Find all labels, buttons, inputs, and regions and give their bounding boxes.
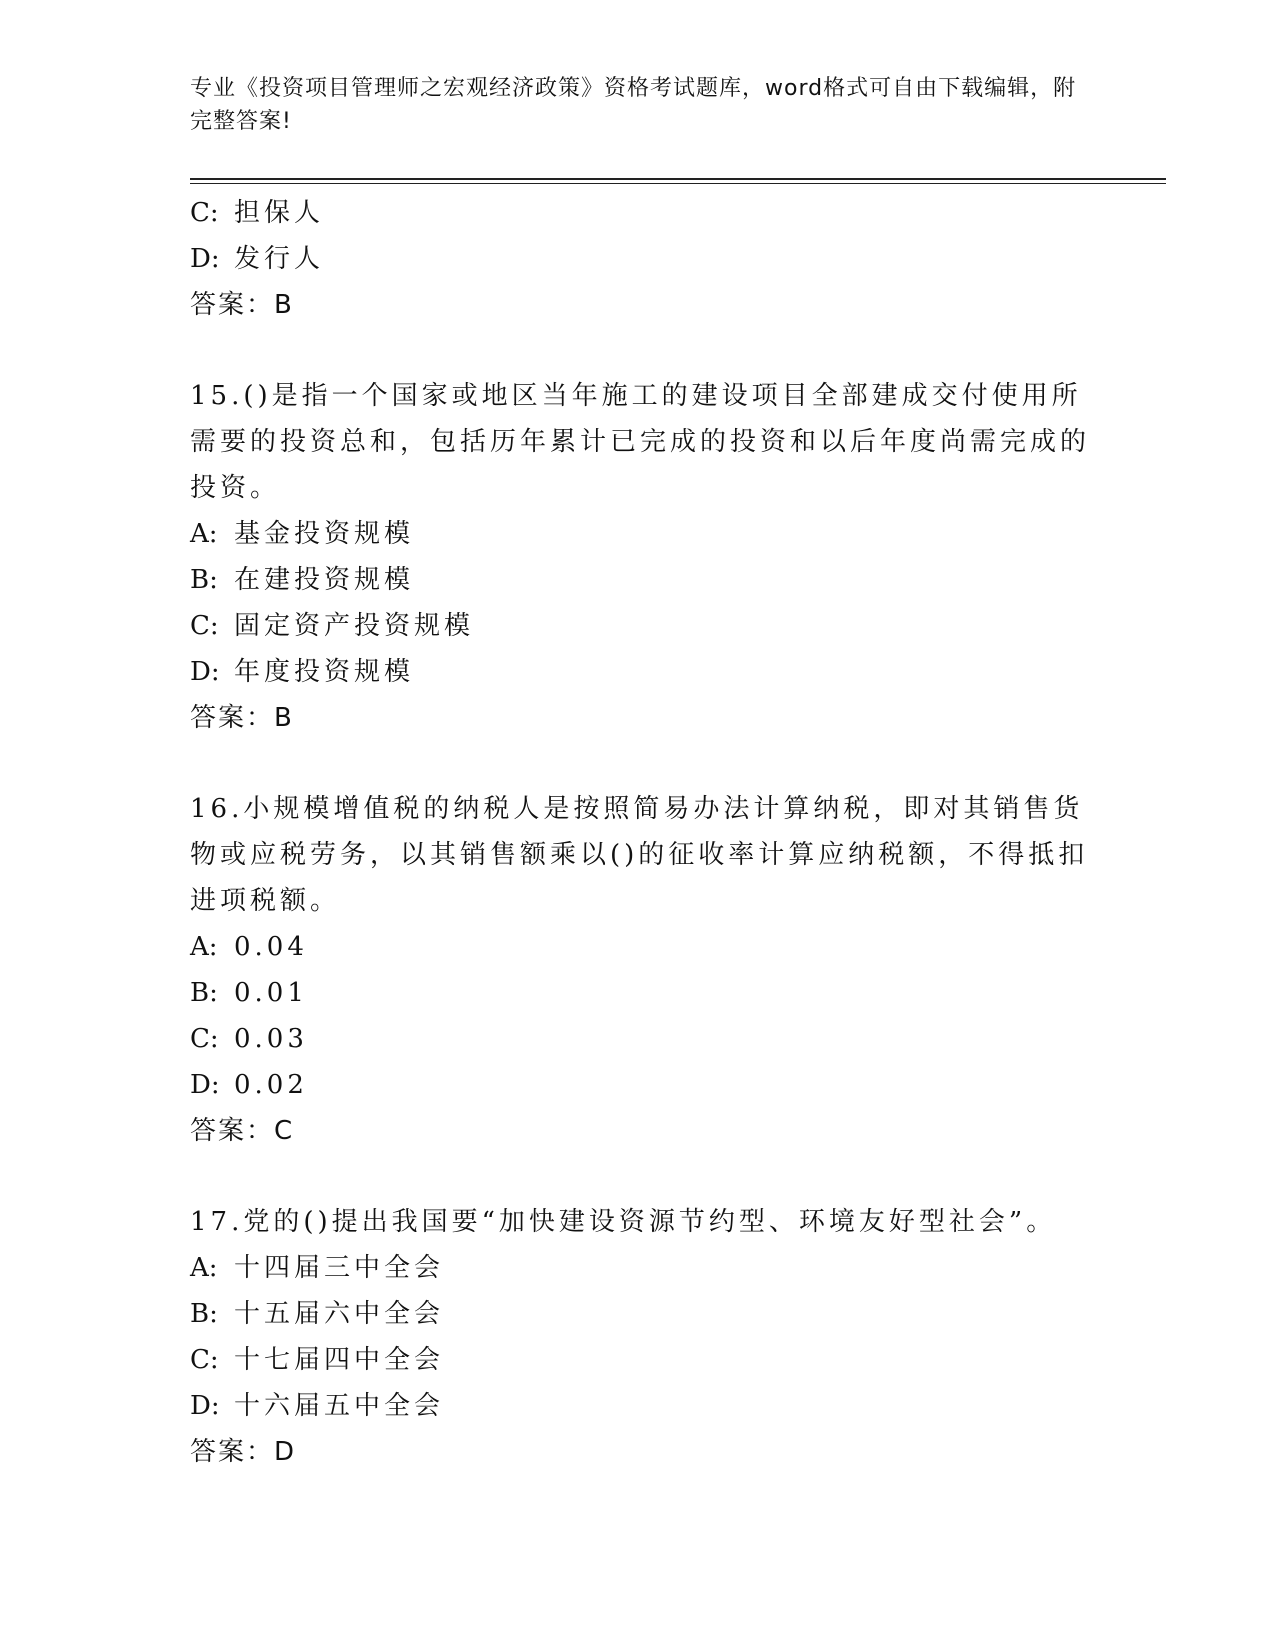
- option-c: [190, 190, 1090, 236]
- question-stem: 17.党的()提出我国要“加快建设资源节约型、环境友好型社会”。: [190, 1207, 1057, 1237]
- option-d: [190, 1062, 1090, 1108]
- document-header: 专业《投资项目管理师之宏观经济政策》资格考试题库，word格式可自由下载编辑，附完整答案!: [190, 76, 1077, 134]
- option-b: [190, 970, 1090, 1016]
- prev-question-block: [190, 190, 1090, 328]
- question-stem: 15.()是指一个国家或地区当年施工的建设项目全部建成交付使用所需要的投资总和，包括历年累计已完成的投资和以后年度尚需完成的投资。: [190, 381, 1091, 503]
- option-d: [190, 236, 1090, 282]
- option-label: A:: [190, 519, 218, 549]
- option-text: 十六届五中全会: [234, 1391, 445, 1421]
- option-b: [190, 557, 1090, 603]
- option-text: 在建投资规模: [234, 565, 415, 595]
- header-divider-thick: [190, 178, 1166, 180]
- option-text: 0.04: [234, 932, 308, 962]
- option-text: 固定资产投资规模: [234, 611, 475, 641]
- option-label: B:: [190, 978, 218, 1008]
- question-15: [190, 373, 1090, 741]
- option-c: [190, 603, 1090, 649]
- option-d: [190, 649, 1090, 695]
- option-label: B:: [190, 1299, 218, 1329]
- option-label: C:: [190, 1345, 219, 1375]
- option-d: [190, 1383, 1090, 1429]
- option-text: 发行人: [234, 244, 325, 274]
- question-17: [190, 1199, 1090, 1475]
- answer-line: 答案：D: [190, 1437, 297, 1467]
- option-text: 十五届六中全会: [234, 1299, 445, 1329]
- option-label: A:: [190, 1253, 218, 1283]
- option-a: [190, 924, 1090, 970]
- option-text: 十七届四中全会: [234, 1345, 445, 1375]
- option-label: D:: [190, 1070, 220, 1100]
- question-stem: 16.小规模增值税的纳税人是按照简易办法计算纳税，即对其销售货物或应税劳务，以其销售额乘以()的征收率计算应纳税额，不得抵扣进项税额。: [190, 794, 1089, 916]
- option-label: B:: [190, 565, 218, 595]
- option-text: 0.03: [234, 1024, 308, 1054]
- option-text: 十四届三中全会: [234, 1253, 445, 1283]
- option-text: 0.01: [234, 978, 308, 1008]
- option-text: 基金投资规模: [234, 519, 415, 549]
- option-a: [190, 511, 1090, 557]
- option-label: C:: [190, 198, 219, 228]
- header-divider-thin: [190, 183, 1166, 184]
- option-c: [190, 1016, 1090, 1062]
- option-label: D:: [190, 244, 220, 274]
- option-text: 担保人: [234, 198, 325, 228]
- option-label: C:: [190, 611, 219, 641]
- option-label: D:: [190, 1391, 220, 1421]
- option-label: C:: [190, 1024, 219, 1054]
- option-label: A:: [190, 932, 218, 962]
- option-b: [190, 1291, 1090, 1337]
- answer-line: 答案：B: [190, 703, 294, 733]
- option-c: [190, 1337, 1090, 1383]
- option-text: 0.02: [234, 1070, 308, 1100]
- option-label: D:: [190, 657, 220, 687]
- question-16: [190, 786, 1090, 1154]
- option-text: 年度投资规模: [234, 657, 415, 687]
- question-list: [190, 190, 1090, 1475]
- option-a: [190, 1245, 1090, 1291]
- answer-line: 答案：C: [190, 1116, 295, 1146]
- answer-line: 答案：B: [190, 290, 294, 320]
